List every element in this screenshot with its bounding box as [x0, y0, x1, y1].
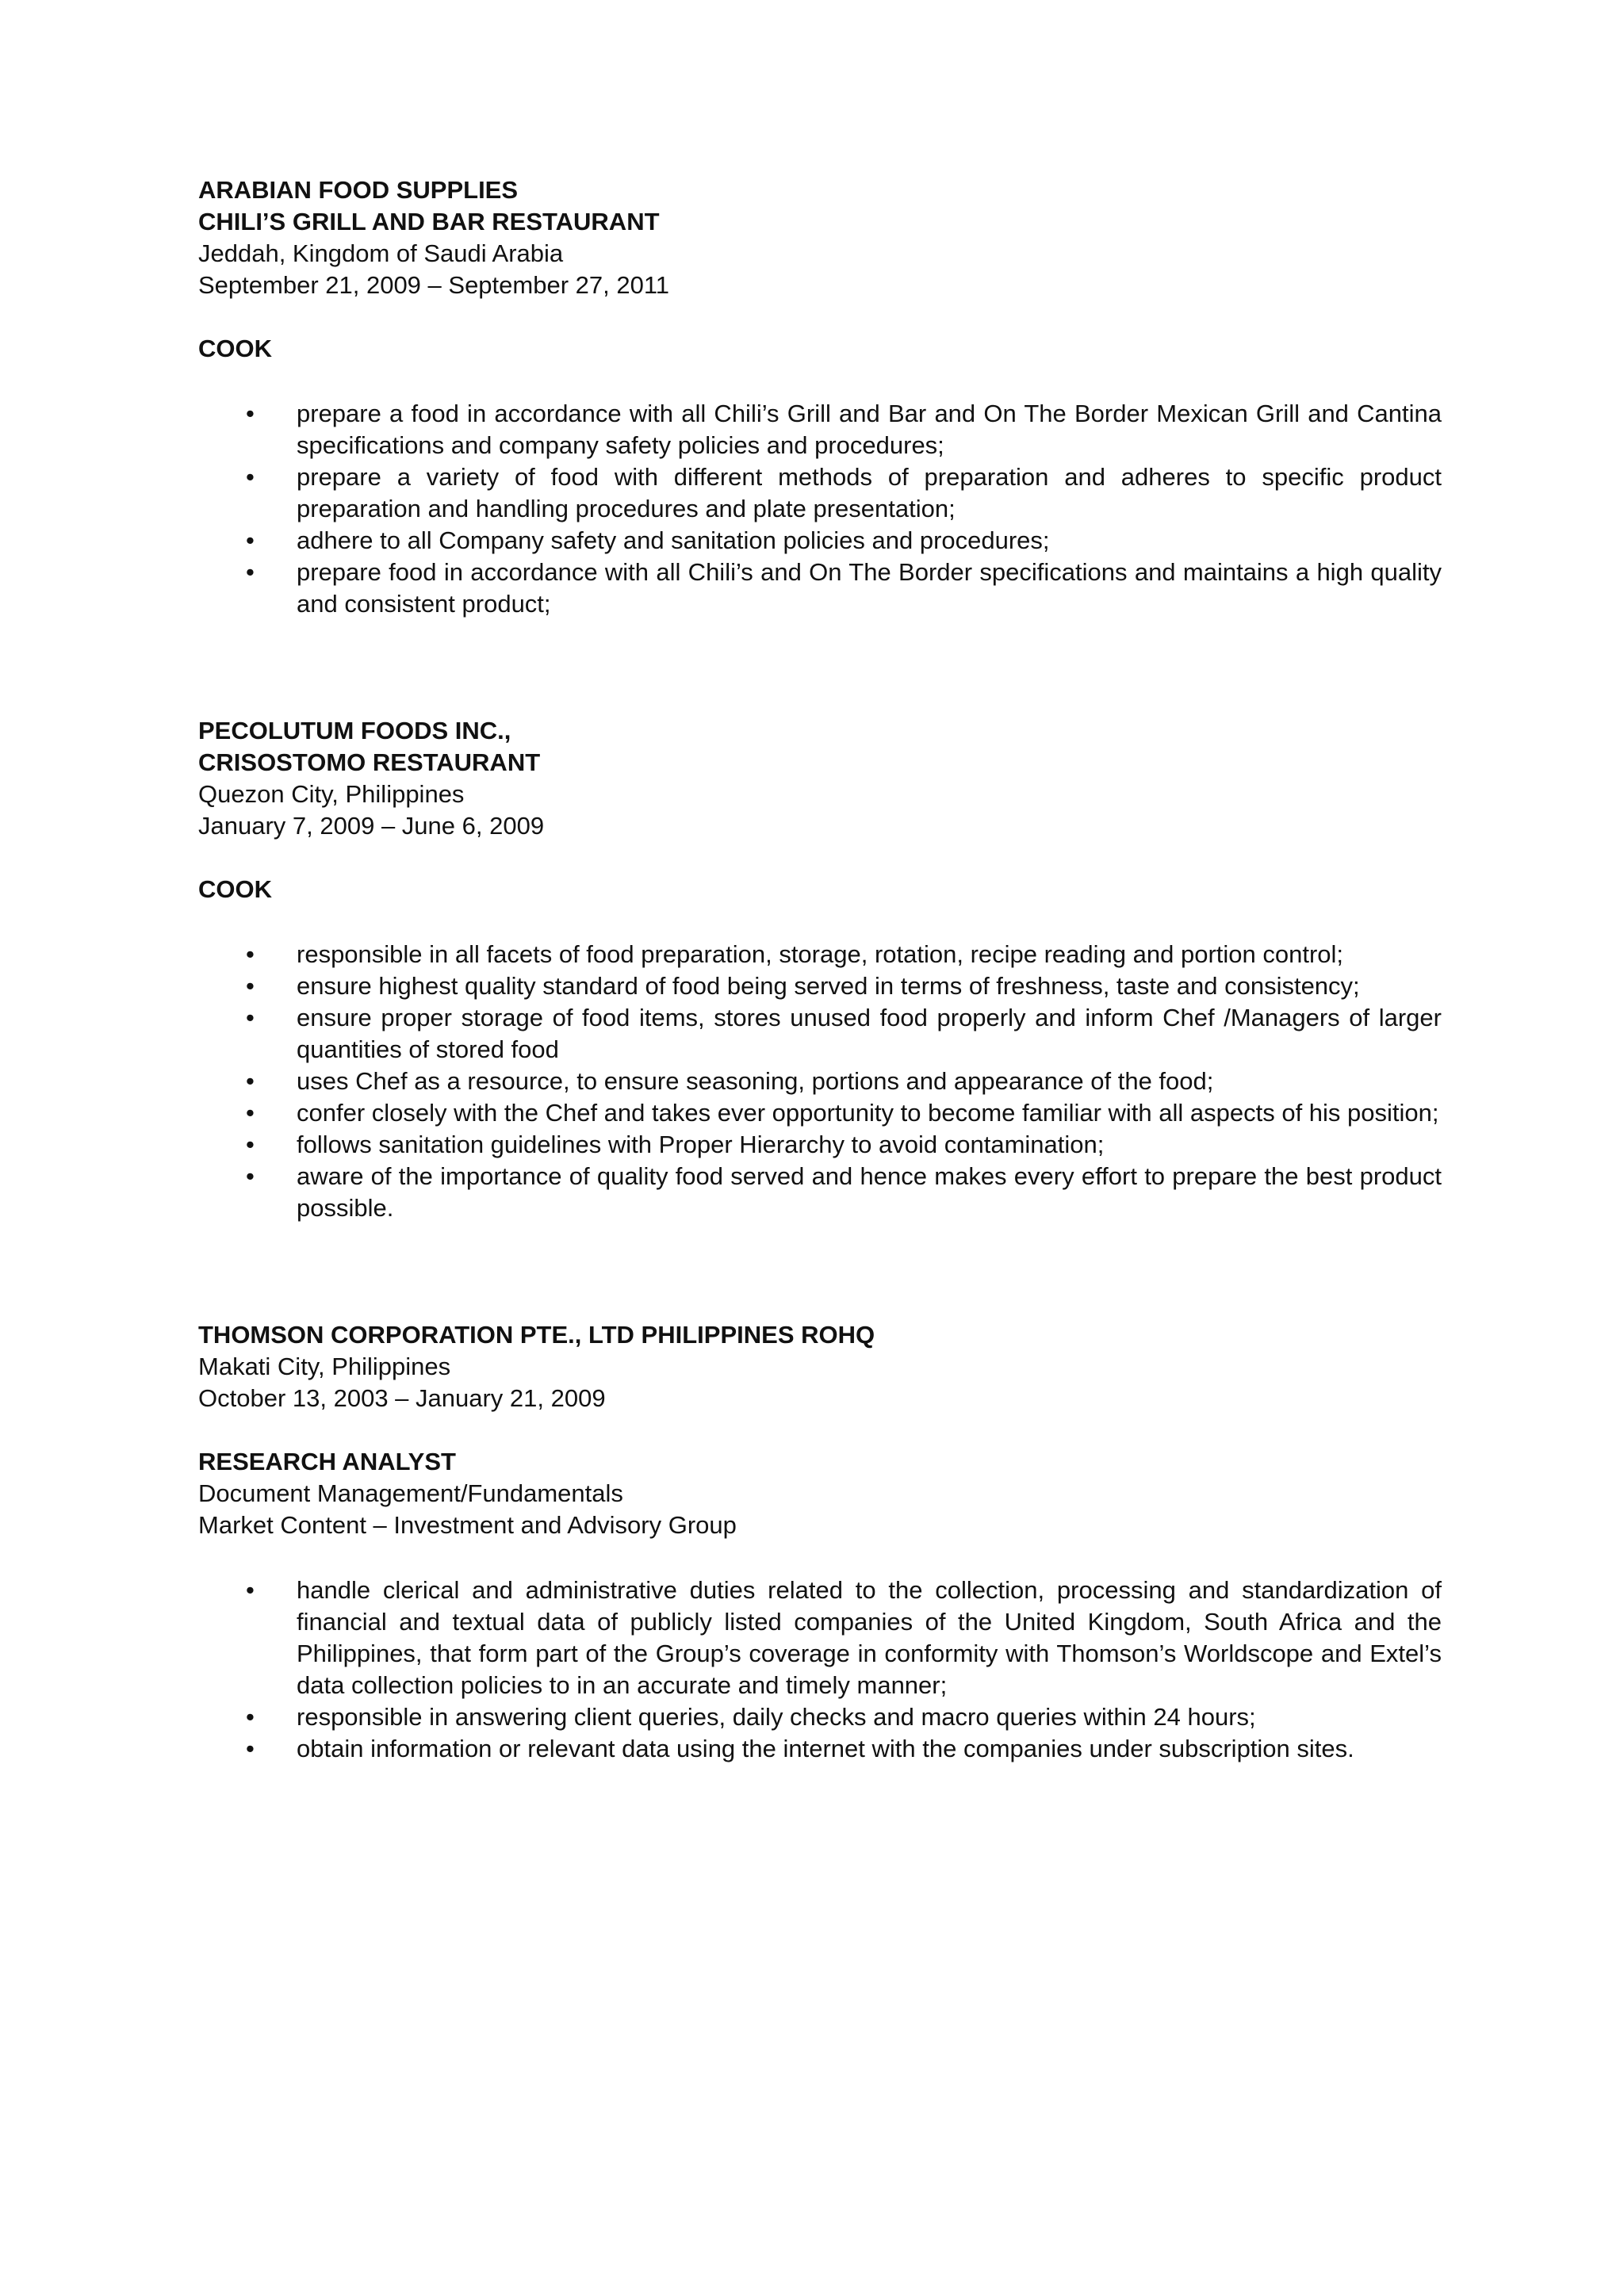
bullet-icon: •	[246, 526, 255, 554]
list-item	[198, 1161, 1442, 1224]
job-entry	[198, 1319, 1442, 1765]
bullet-icon: •	[246, 558, 255, 586]
bullet-icon: •	[246, 1703, 255, 1731]
duty-text: prepare food in accordance with all Chili’s and On The Border specifications and maintains a high quality and consistent product;	[297, 558, 1442, 618]
list-item	[198, 557, 1442, 620]
duty-text: obtain information or relevant data using the internet with the companies under subscription sites.	[297, 1735, 1354, 1762]
duty-text: handle clerical and administrative duties related to the collection, processing and standardization of financial and textual data of publicly listed companies of the United Kingdom, South Africa and the Philippines, that form part of the Group’s coverage in conformity with Thomson’s Worldscope and Extel’s data collection policies to in an accurate and timely manner;	[297, 1576, 1442, 1699]
duty-text: adhere to all Company safety and sanitation policies and procedures;	[297, 526, 1050, 554]
bullet-icon: •	[246, 463, 255, 491]
list-item	[198, 1002, 1442, 1066]
duties-list	[198, 939, 1442, 1224]
job-position: COOK	[198, 335, 272, 362]
list-item	[198, 1733, 1442, 1765]
employer-name: PECOLUTUM FOODS INC.,	[198, 717, 511, 744]
duty-text: uses Chef as a resource, to ensure seasoning, portions and appearance of the food;	[297, 1067, 1214, 1095]
duty-text: prepare a food in accordance with all Chili’s Grill and Bar and On The Border Mexican Grill and Cantina specifications and company safety policies and procedures;	[297, 400, 1442, 459]
position-detail: Market Content – Investment and Advisory Group	[198, 1511, 737, 1539]
duties-list	[198, 398, 1442, 620]
duty-text: responsible in all facets of food preparation, storage, rotation, recipe reading and portion control;	[297, 940, 1344, 968]
job-dates: January 7, 2009 – June 6, 2009	[198, 812, 545, 840]
job-entry	[198, 715, 1442, 1224]
list-item	[198, 525, 1442, 557]
bullet-icon: •	[246, 1099, 255, 1127]
spacer	[198, 842, 1442, 874]
bullet-icon: •	[246, 400, 255, 427]
spacer	[198, 1541, 1442, 1575]
bullet-icon: •	[246, 940, 255, 968]
employer-name: THOMSON CORPORATION PTE., LTD PHILIPPINES ROHQ	[198, 1321, 875, 1349]
list-item	[198, 1097, 1442, 1129]
job-dates: September 21, 2009 – September 27, 2011	[198, 271, 670, 299]
bullet-icon: •	[246, 1067, 255, 1095]
bullet-icon: •	[246, 1576, 255, 1604]
list-item	[198, 970, 1442, 1002]
spacer	[198, 620, 1442, 715]
list-item	[198, 1066, 1442, 1097]
bullet-icon: •	[246, 1131, 255, 1158]
job-position: COOK	[198, 875, 272, 903]
list-item	[198, 1701, 1442, 1733]
list-item	[198, 461, 1442, 525]
duty-text: ensure proper storage of food items, stores unused food properly and inform Chef /Managers of larger quantities of stored food	[297, 1004, 1442, 1063]
spacer	[198, 1224, 1442, 1319]
duty-text: ensure highest quality standard of food being served in terms of freshness, taste and consistency;	[297, 972, 1360, 1000]
list-item	[198, 939, 1442, 970]
job-position: RESEARCH ANALYST	[198, 1448, 456, 1475]
resume-page	[198, 174, 1442, 1765]
employer-name: CRISOSTOMO RESTAURANT	[198, 748, 541, 776]
job-dates: October 13, 2003 – January 21, 2009	[198, 1384, 606, 1412]
spacer	[198, 365, 1442, 398]
position-detail: Document Management/Fundamentals	[198, 1479, 623, 1507]
duty-text: responsible in answering client queries, daily checks and macro queries within 24 hours;	[297, 1703, 1256, 1731]
bullet-icon: •	[246, 1162, 255, 1190]
job-entry	[198, 174, 1442, 620]
job-location: Makati City, Philippines	[198, 1353, 451, 1380]
list-item	[198, 398, 1442, 461]
duties-list	[198, 1575, 1442, 1765]
duty-text: aware of the importance of quality food served and hence makes every effort to prepare the best product possible.	[297, 1162, 1442, 1222]
employer-name: CHILI’S GRILL AND BAR RESTAURANT	[198, 208, 660, 235]
spacer	[198, 1414, 1442, 1446]
spacer	[198, 301, 1442, 333]
bullet-icon: •	[246, 1004, 255, 1031]
employer-name: ARABIAN FOOD SUPPLIES	[198, 176, 519, 204]
job-location: Jeddah, Kingdom of Saudi Arabia	[198, 239, 564, 267]
job-location: Quezon City, Philippines	[198, 780, 465, 808]
list-item	[198, 1129, 1442, 1161]
bullet-icon: •	[246, 972, 255, 1000]
duty-text: prepare a variety of food with different methods of preparation and adheres to specific product preparation and handling procedures and plate presentation;	[297, 463, 1442, 522]
duty-text: follows sanitation guidelines with Proper Hierarchy to avoid contamination;	[297, 1131, 1105, 1158]
duty-text: confer closely with the Chef and takes ever opportunity to become familiar with all aspects of his position;	[297, 1099, 1439, 1127]
list-item	[198, 1575, 1442, 1701]
spacer	[198, 905, 1442, 939]
bullet-icon: •	[246, 1735, 255, 1762]
